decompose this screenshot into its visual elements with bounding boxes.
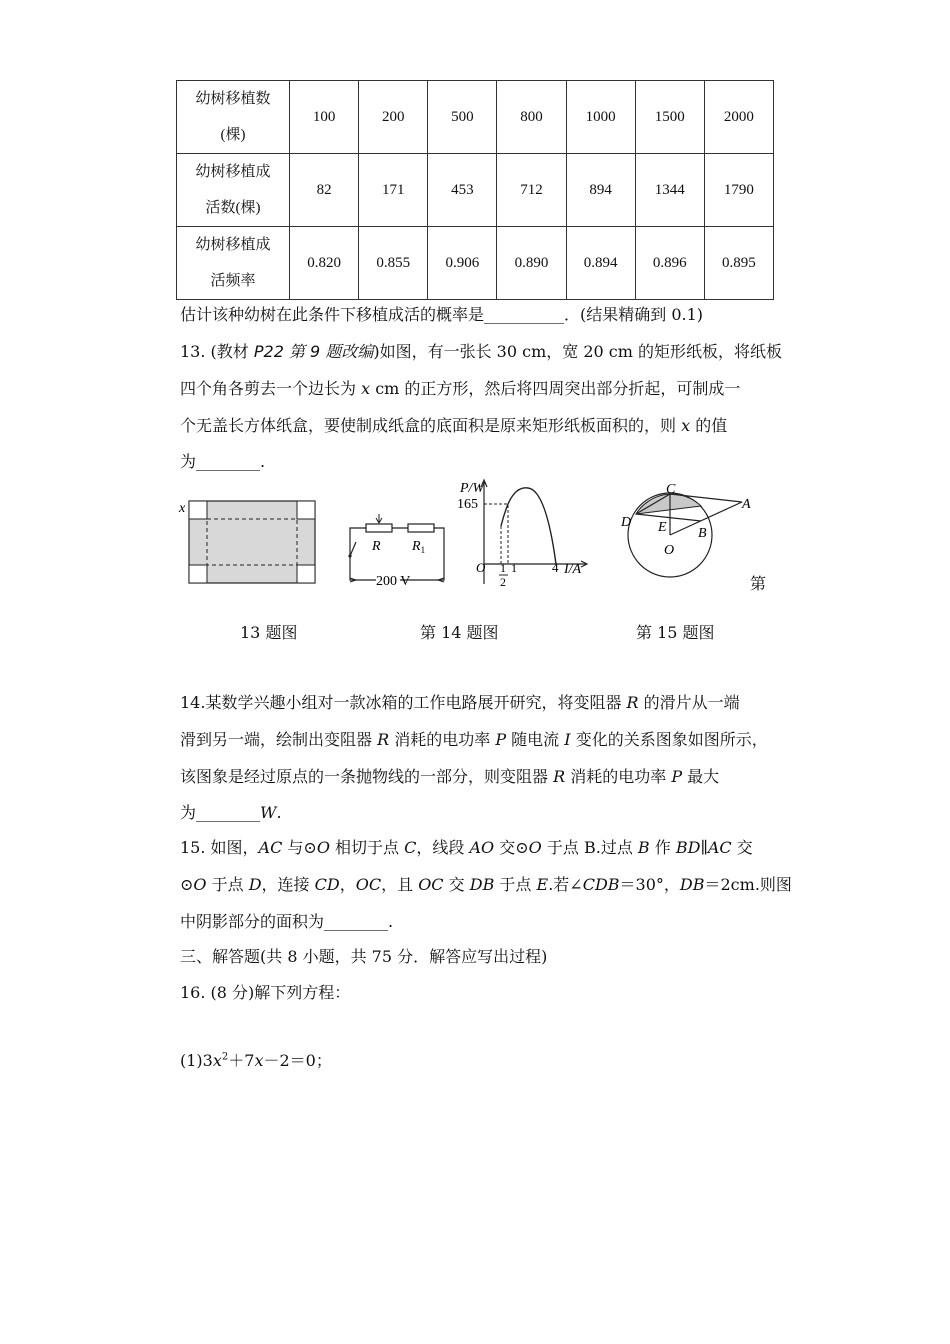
q16-part-1: $(1)3x^2+7x-2=0$； <box>180 1051 332 1070</box>
row-header: 幼树移植成 活数(棵) <box>177 154 290 227</box>
q14-line-1: 14.某数学兴趣小组对一款冰箱的工作电路展开研究，将变阻器 R 的滑片从一端 <box>180 693 740 712</box>
svg-text:B: B <box>698 526 707 541</box>
figure-15 <box>616 484 756 594</box>
svg-text:E: E <box>658 520 667 535</box>
corner-square <box>189 501 207 519</box>
svg-text:D: D <box>621 515 632 530</box>
corner-square <box>297 501 315 519</box>
q12-tail: 估计该种幼树在此条件下移植成活的概率是__________．(结果精确到 0.1) <box>180 305 704 324</box>
row-header: 幼树移植成 活频率 <box>177 227 290 300</box>
figure-13 <box>176 496 322 588</box>
table-cell: 453 <box>428 154 497 227</box>
table-cell: 0.890 <box>497 227 566 300</box>
corner-square <box>297 565 315 583</box>
resistor-r1 <box>408 524 434 532</box>
q13-line-4: 为________. <box>180 452 266 471</box>
caption-14: 第 14 题图 <box>420 623 499 642</box>
table-cell: 894 <box>566 154 635 227</box>
q13-line-2: 四个角各剪去一个边长为 x cm 的正方形，然后将四周突出部分折起，可制成一 <box>180 379 741 398</box>
table-cell: 200 <box>359 81 428 154</box>
table-cell: 1790 <box>704 154 773 227</box>
q15-line-3: 中阴影部分的面积为________. <box>180 912 394 931</box>
q14-line-2: 滑到另一端，绘制出变阻器 R 消耗的电功率 P 随电流 I 变化的关系图象如图所示， <box>180 730 768 749</box>
corner-square <box>189 565 207 583</box>
row-header: 幼树移植数 (棵) <box>177 81 290 154</box>
shaded-region <box>636 494 701 514</box>
voltage-label: 200 V <box>376 574 411 589</box>
figure-14-graph <box>456 476 592 588</box>
svg-text:C: C <box>666 484 676 497</box>
table-cell: 171 <box>359 154 428 227</box>
origin-label: O <box>476 560 486 575</box>
section-3-heading: 三、解答题(共 8 小题，共 75 分．解答应写出过程) <box>180 947 548 966</box>
q14-line-3: 该图象是经过原点的一条抛物线的一部分，则变阻器 R 消耗的电功率 P 最大 <box>180 767 720 786</box>
table-cell: 1344 <box>635 154 704 227</box>
q13-line-1: 13. (教材 P22 第 9 题改编)如图，有一张长 30 cm，宽 20 cm 的矩形纸板，将纸板 <box>180 342 782 361</box>
parabola <box>501 488 556 564</box>
figure-14-circuit <box>342 508 450 590</box>
q13-line-3: 个无盖长方体纸盒，要使制成纸盒的底面积是原来矩形纸板面积的，则 x 的值 <box>180 416 728 435</box>
svg-text:O: O <box>664 543 675 558</box>
i-axis-label: I/A <box>564 562 582 577</box>
q15-line-1: 15. 如图，AC 与⊙O 相切于点 C，线段 AO 交⊙O 于点 B.过点 B 作 BD∥AC 交 <box>180 838 753 857</box>
table-cell: 0.906 <box>428 227 497 300</box>
q14-line-4: 为________W. <box>180 803 282 822</box>
table-row <box>177 227 774 300</box>
p-axis-label: P/W <box>460 481 485 496</box>
table-cell: 0.855 <box>359 227 428 300</box>
table-row <box>177 154 774 227</box>
table-cell: 1500 <box>635 81 704 154</box>
fig13-x-label: x <box>179 501 186 516</box>
q15-line-2: ⊙O 于点 D，连接 CD，OC，且 OC 交 DB 于点 E.若∠CDB＝30°，DB＝2cm.则图 <box>180 875 792 894</box>
svg-text:4: 4 <box>552 560 559 575</box>
table-cell: 100 <box>290 81 359 154</box>
table-cell: 800 <box>497 81 566 154</box>
table-cell: 712 <box>497 154 566 227</box>
r-label: R <box>372 539 381 554</box>
table-cell: 1000 <box>566 81 635 154</box>
table-cell: 500 <box>428 81 497 154</box>
q16-stem: 16. (8 分)解下列方程： <box>180 983 351 1002</box>
seedling-table <box>176 80 774 300</box>
side-fragment: 第 <box>750 574 767 593</box>
table-cell: 2000 <box>704 81 773 154</box>
resistor-r <box>366 524 392 532</box>
table-cell: 0.896 <box>635 227 704 300</box>
caption-15: 第 15 题图 <box>636 623 715 642</box>
table-cell: 82 <box>290 154 359 227</box>
svg-text:A: A <box>742 497 751 512</box>
switch <box>350 542 356 556</box>
table-cell: 0.894 <box>566 227 635 300</box>
r1-label: $R_1$ <box>412 539 426 555</box>
svg-text:1: 1 <box>511 561 517 575</box>
caption-13: 13 题图 <box>240 623 298 642</box>
table-cell: 0.895 <box>704 227 773 300</box>
segment-db <box>636 514 701 521</box>
table-cell: 0.820 <box>290 227 359 300</box>
cardboard-rect <box>189 501 315 583</box>
table-row <box>177 81 774 154</box>
svg-text:1: 1 <box>500 561 506 575</box>
svg-text:2: 2 <box>500 575 506 588</box>
value-165: 165 <box>457 497 478 512</box>
